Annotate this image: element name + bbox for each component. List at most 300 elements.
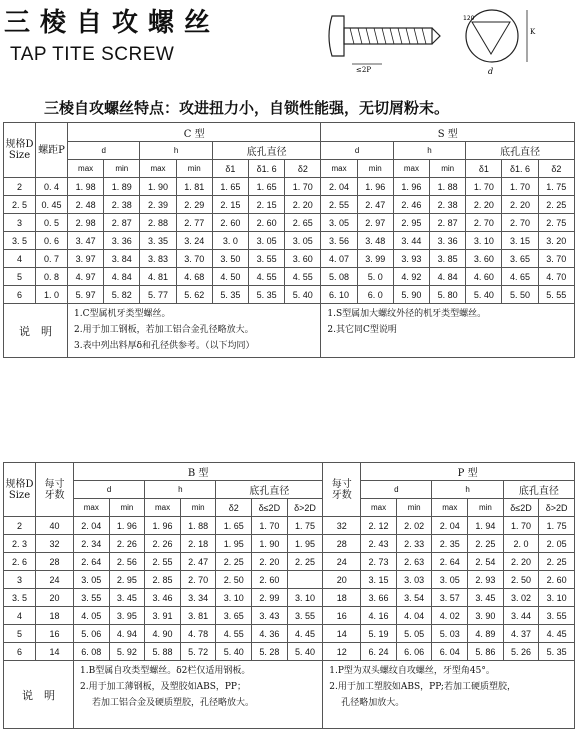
- max-header: max: [145, 499, 181, 517]
- table-cell: 2. 20: [503, 553, 539, 571]
- table-cell: 2. 12: [361, 517, 397, 535]
- notes-label: 说 明: [4, 304, 68, 358]
- table-cell: 2. 04: [321, 178, 357, 196]
- hole-header: 底孔直径: [503, 481, 574, 499]
- min-header: min: [357, 160, 393, 178]
- table-cell: 2. 38: [430, 196, 466, 214]
- tpi-header: 每寸牙数: [323, 463, 361, 517]
- table-cell: 5. 35: [212, 286, 248, 304]
- d-header: d: [68, 142, 140, 160]
- table-cell: 2. 29: [176, 196, 212, 214]
- table-cell: 3: [4, 571, 36, 589]
- table-cell: 3. 46: [145, 589, 181, 607]
- table-cell: 3. 55: [74, 589, 110, 607]
- table-cell: 2. 60: [252, 571, 288, 589]
- table-cell: 5: [4, 268, 36, 286]
- table-cell: 4. 84: [104, 268, 140, 286]
- table-cell: 3. 57: [432, 589, 468, 607]
- c-type-header: C 型: [68, 123, 321, 142]
- table-cell: 1. 95: [287, 535, 323, 553]
- table-cell: 2. 20: [466, 196, 502, 214]
- max-header: max: [140, 160, 176, 178]
- table-cell: 2. 04: [74, 517, 110, 535]
- table-row: [4, 196, 575, 214]
- table-cell: 5. 97: [68, 286, 104, 304]
- k-label: K: [530, 28, 536, 36]
- table-cell: 4. 68: [176, 268, 212, 286]
- delta2-header: δ2: [285, 160, 321, 178]
- delta1-header: δ1: [466, 160, 502, 178]
- table-cell: 2. 18: [180, 535, 216, 553]
- table-cell: 3. 36: [104, 232, 140, 250]
- table-cell: 5. 72: [180, 643, 216, 661]
- table-cell: 2. 20: [502, 196, 538, 214]
- table-cell: 1. 0: [36, 286, 68, 304]
- table-cell: 4. 45: [539, 625, 575, 643]
- table-row: [4, 214, 575, 232]
- max-header: max: [361, 499, 397, 517]
- table-cell: 5. 80: [430, 286, 466, 304]
- table-cell: 2. 73: [361, 553, 397, 571]
- table-cell: 3. 05: [432, 571, 468, 589]
- max-header: max: [68, 160, 104, 178]
- table-cell: 3. 50: [212, 250, 248, 268]
- table-cell: 4. 92: [393, 268, 429, 286]
- table-cell: 3. 36: [430, 232, 466, 250]
- max-header: max: [393, 160, 429, 178]
- table-cell: 2. 20: [252, 553, 288, 571]
- table-cell: 5. 92: [109, 643, 145, 661]
- table-cell: 3. 03: [396, 571, 432, 589]
- table-cell: 1. 75: [287, 517, 323, 535]
- table-cell: 3. 91: [145, 607, 181, 625]
- table-cell: 5. 90: [393, 286, 429, 304]
- table-cell: 2. 55: [321, 196, 357, 214]
- pitch-label: ≤2P: [356, 66, 372, 74]
- table-cell: 12: [323, 643, 361, 661]
- min-header: min: [109, 499, 145, 517]
- table-cell: 6: [4, 643, 36, 661]
- delta-le-2d-header: δ≤2D: [252, 499, 288, 517]
- table-cell: 2. 25: [468, 535, 504, 553]
- table-cell: 3. 10: [539, 589, 575, 607]
- table-cell: 2. 70: [466, 214, 502, 232]
- tpi-header: 每寸牙数: [36, 463, 74, 517]
- table-cell: 6. 0: [357, 286, 393, 304]
- table-cell: 2. 64: [432, 553, 468, 571]
- size-header: 规格D Size: [4, 463, 36, 517]
- table-row: [4, 535, 575, 553]
- table-cell: 2. 87: [430, 214, 466, 232]
- table-cell: 2. 3: [4, 535, 36, 553]
- notes-label: 说 明: [4, 661, 74, 729]
- table-cell: 2. 65: [285, 214, 321, 232]
- table-cell: 2. 50: [216, 571, 252, 589]
- table-cell: 3. 15: [502, 232, 538, 250]
- table-row: [4, 625, 575, 643]
- table-cell: 16: [323, 607, 361, 625]
- table-cell: 5. 05: [396, 625, 432, 643]
- h-header: h: [145, 481, 216, 499]
- p-type-header: P 型: [361, 463, 575, 481]
- table-cell: 3. 55: [249, 250, 285, 268]
- table-cell: 2. 60: [249, 214, 285, 232]
- table-cell: 2. 25: [538, 196, 574, 214]
- table-cell: 3. 56: [321, 232, 357, 250]
- table-cell: 2. 26: [109, 535, 145, 553]
- table-cell: 40: [36, 517, 74, 535]
- table-cell: 5. 26: [503, 643, 539, 661]
- table-cell: 4. 16: [361, 607, 397, 625]
- table-cell: 2. 85: [145, 571, 181, 589]
- table-cell: 3. 15: [361, 571, 397, 589]
- page-title-en: TAP TITE SCREW: [10, 44, 175, 65]
- table-cell: 2. 55: [145, 553, 181, 571]
- table-cell: 2. 56: [109, 553, 145, 571]
- b-type-notes: 1.B型属自攻类型螺丝。δ2栏仅适用钢板。 2.用于加工薄钢板，及塑胶如ABS，PP； 若加工铝合金及硬质塑胶，孔径略放大。: [74, 661, 323, 729]
- table-row: [4, 517, 575, 535]
- table-cell: 1. 88: [180, 517, 216, 535]
- table-cell: 3. 70: [538, 250, 574, 268]
- table-cell: 3. 47: [68, 232, 104, 250]
- min-header: min: [468, 499, 504, 517]
- table-cell: 2. 38: [104, 196, 140, 214]
- table-cell: 14: [36, 643, 74, 661]
- table-cell: 5. 55: [538, 286, 574, 304]
- table-cell: 2. 05: [539, 535, 575, 553]
- pitch-header: 螺距P: [36, 123, 68, 178]
- table-cell: 5. 35: [539, 643, 575, 661]
- table-cell: 3. 83: [140, 250, 176, 268]
- table-cell: 1. 90: [140, 178, 176, 196]
- table-cell: 4. 81: [140, 268, 176, 286]
- table-cell: 1. 75: [539, 517, 575, 535]
- table-cell: 5. 77: [140, 286, 176, 304]
- table-cell: 3. 35: [140, 232, 176, 250]
- table-cell: 4. 50: [212, 268, 248, 286]
- table-cell: 1. 94: [468, 517, 504, 535]
- table-cell: 4. 04: [396, 607, 432, 625]
- table-cell: 6. 08: [74, 643, 110, 661]
- table-cell: 2. 25: [287, 553, 323, 571]
- table-cell: 5. 62: [176, 286, 212, 304]
- table-cell: 4. 45: [287, 625, 323, 643]
- table-cell: 3. 48: [357, 232, 393, 250]
- table-cell: 3. 65: [502, 250, 538, 268]
- table-cell: 6. 10: [321, 286, 357, 304]
- table-cell: 24: [323, 553, 361, 571]
- table-cell: 3. 5: [4, 232, 36, 250]
- table-cell: 3. 99: [357, 250, 393, 268]
- table-cell: 2. 15: [212, 196, 248, 214]
- c-type-notes: 1.C型属机牙类型螺丝。 2.用于加工钢板，若加工铝合金孔径略放大。 3.表中列出料厚δ和孔径供参考。（以下均同）: [68, 304, 321, 358]
- b-p-type-table: [3, 462, 575, 729]
- table-row: [4, 643, 575, 661]
- table-cell: 2. 6: [4, 553, 36, 571]
- table-cell: 2. 25: [539, 553, 575, 571]
- table-cell: 1. 70: [285, 178, 321, 196]
- table-row: [4, 286, 575, 304]
- delta-gt-2d-header: δ>2D: [287, 499, 323, 517]
- table-cell: 3. 97: [68, 250, 104, 268]
- table-cell: 3. 45: [468, 589, 504, 607]
- table-cell: 32: [36, 535, 74, 553]
- table-cell: 5. 40: [216, 643, 252, 661]
- table-cell: 24: [36, 571, 74, 589]
- table-cell: 5. 40: [287, 643, 323, 661]
- table-row: [4, 268, 575, 286]
- table-cell: 2. 63: [396, 553, 432, 571]
- table-cell: 2. 47: [357, 196, 393, 214]
- table-cell: 3. 55: [287, 607, 323, 625]
- s-type-header: S 型: [321, 123, 575, 142]
- table-cell: 5. 82: [104, 286, 140, 304]
- table-cell: 3. 93: [393, 250, 429, 268]
- table-cell: 1. 65: [216, 517, 252, 535]
- table-cell: 1. 70: [252, 517, 288, 535]
- table-cell: 5. 08: [321, 268, 357, 286]
- table-cell: 2. 98: [68, 214, 104, 232]
- table-cell: 1. 70: [466, 178, 502, 196]
- table-cell: 2. 46: [393, 196, 429, 214]
- table-cell: 2. 39: [140, 196, 176, 214]
- table-cell: 5: [4, 625, 36, 643]
- table-cell: 2. 34: [74, 535, 110, 553]
- table-cell: 2. 33: [396, 535, 432, 553]
- table-cell: 2. 5: [4, 196, 36, 214]
- table-cell: 2. 15: [249, 196, 285, 214]
- table-cell: 4: [4, 250, 36, 268]
- hole-header: 底孔直径: [212, 142, 321, 160]
- table-cell: 3. 81: [180, 607, 216, 625]
- screw-drawing: [322, 0, 572, 80]
- table-cell: 4. 84: [430, 268, 466, 286]
- table-cell: 4. 02: [432, 607, 468, 625]
- d-header: d: [361, 481, 432, 499]
- table-cell: 2. 50: [503, 571, 539, 589]
- max-header: max: [432, 499, 468, 517]
- table-cell: 1. 96: [357, 178, 393, 196]
- table-cell: 2. 95: [109, 571, 145, 589]
- table-cell: 2. 87: [104, 214, 140, 232]
- table-cell: 2. 93: [468, 571, 504, 589]
- table-cell: 2. 70: [502, 214, 538, 232]
- table-cell: [287, 571, 323, 589]
- table-row: [4, 250, 575, 268]
- table-cell: 4. 55: [249, 268, 285, 286]
- d-header: d: [74, 481, 145, 499]
- table-cell: 1. 96: [109, 517, 145, 535]
- table-cell: 3. 34: [180, 589, 216, 607]
- table-cell: 3. 85: [430, 250, 466, 268]
- table-cell: 5. 40: [285, 286, 321, 304]
- delta-gt-2d-header: δ>2D: [539, 499, 575, 517]
- table-cell: 3. 05: [285, 232, 321, 250]
- table-cell: 4. 55: [285, 268, 321, 286]
- table-cell: 3. 05: [249, 232, 285, 250]
- table-cell: 0. 45: [36, 196, 68, 214]
- table-cell: 2. 0: [503, 535, 539, 553]
- table-cell: 0. 5: [36, 214, 68, 232]
- table-row: [4, 178, 575, 196]
- table-cell: 3. 05: [321, 214, 357, 232]
- table-cell: 2. 54: [468, 553, 504, 571]
- table-cell: 5. 86: [468, 643, 504, 661]
- table-cell: 3. 95: [109, 607, 145, 625]
- table-cell: 3. 10: [216, 589, 252, 607]
- table-cell: 3. 55: [539, 607, 575, 625]
- table-cell: 2. 43: [361, 535, 397, 553]
- delta16-header: δ1. 6: [249, 160, 285, 178]
- table-cell: 4. 70: [538, 268, 574, 286]
- table-cell: 1. 96: [145, 517, 181, 535]
- table-cell: 2. 04: [432, 517, 468, 535]
- table-cell: 4. 07: [321, 250, 357, 268]
- table-cell: 32: [323, 517, 361, 535]
- hole-header: 底孔直径: [216, 481, 323, 499]
- delta16-header: δ1. 6: [502, 160, 538, 178]
- table-cell: 3. 5: [4, 589, 36, 607]
- table-cell: 3. 0: [212, 232, 248, 250]
- min-header: min: [396, 499, 432, 517]
- table-cell: 2. 48: [68, 196, 104, 214]
- table-cell: 0. 6: [36, 232, 68, 250]
- table-cell: 4. 97: [68, 268, 104, 286]
- table-cell: 3: [4, 214, 36, 232]
- table-cell: 16: [36, 625, 74, 643]
- min-header: min: [176, 160, 212, 178]
- delta2-header: δ2: [216, 499, 252, 517]
- table-cell: 2. 25: [216, 553, 252, 571]
- table-cell: 5. 50: [502, 286, 538, 304]
- h-header: h: [432, 481, 503, 499]
- table-cell: 6: [4, 286, 36, 304]
- table-cell: 1. 65: [212, 178, 248, 196]
- table-cell: 3. 10: [287, 589, 323, 607]
- table-row: [4, 589, 575, 607]
- table-cell: 2. 99: [252, 589, 288, 607]
- p-type-notes: 1.P型为双头螺纹自攻螺丝，牙型角45°。 2.用于加工塑胶如ABS，PP;若加工硬质塑胶， 孔径略加放大。: [323, 661, 575, 729]
- table-cell: 4. 60: [466, 268, 502, 286]
- b-type-header: B 型: [74, 463, 323, 481]
- table-cell: 3. 54: [396, 589, 432, 607]
- table-cell: 2. 64: [74, 553, 110, 571]
- table-cell: 2. 02: [396, 517, 432, 535]
- table-cell: 1. 70: [502, 178, 538, 196]
- delta-le-2d-header: δ≤2D: [503, 499, 539, 517]
- table-cell: 18: [323, 589, 361, 607]
- table-cell: 4. 94: [109, 625, 145, 643]
- table-cell: 2. 20: [285, 196, 321, 214]
- table-cell: 1. 89: [104, 178, 140, 196]
- table-cell: 3. 45: [109, 589, 145, 607]
- table-cell: 3. 90: [468, 607, 504, 625]
- table-cell: 28: [36, 553, 74, 571]
- table-cell: 5. 40: [466, 286, 502, 304]
- table-cell: 2. 70: [180, 571, 216, 589]
- table-cell: 3. 44: [503, 607, 539, 625]
- table-cell: 2. 35: [432, 535, 468, 553]
- table-cell: 0. 7: [36, 250, 68, 268]
- table-cell: 1. 81: [176, 178, 212, 196]
- table-cell: 1. 96: [393, 178, 429, 196]
- table-cell: 3. 65: [216, 607, 252, 625]
- table-cell: 3. 60: [285, 250, 321, 268]
- table-cell: 4. 37: [503, 625, 539, 643]
- table-cell: 6. 04: [432, 643, 468, 661]
- table-cell: 2. 77: [176, 214, 212, 232]
- table-cell: 20: [323, 571, 361, 589]
- d-header: d: [321, 142, 393, 160]
- table-cell: 5. 19: [361, 625, 397, 643]
- table-cell: 2. 26: [145, 535, 181, 553]
- table-cell: 3. 44: [393, 232, 429, 250]
- table-cell: 6. 24: [361, 643, 397, 661]
- d-label: d: [488, 67, 494, 76]
- table-cell: 14: [323, 625, 361, 643]
- table-cell: 3. 24: [176, 232, 212, 250]
- table-cell: 3. 02: [503, 589, 539, 607]
- hole-header: 底孔直径: [466, 142, 575, 160]
- table-cell: 3. 10: [466, 232, 502, 250]
- max-header: max: [74, 499, 110, 517]
- table-cell: 2. 75: [538, 214, 574, 232]
- size-header: 规格D Size: [4, 123, 36, 178]
- table-cell: 2. 97: [357, 214, 393, 232]
- table-cell: 0. 4: [36, 178, 68, 196]
- max-header: max: [321, 160, 357, 178]
- table-cell: 3. 60: [466, 250, 502, 268]
- table-cell: 28: [323, 535, 361, 553]
- table-cell: 1. 65: [249, 178, 285, 196]
- table-cell: 1. 90: [252, 535, 288, 553]
- table-cell: 1. 75: [538, 178, 574, 196]
- table-cell: 2. 88: [140, 214, 176, 232]
- table-cell: 2. 95: [393, 214, 429, 232]
- table-cell: 5. 35: [249, 286, 285, 304]
- table-cell: 4. 36: [252, 625, 288, 643]
- table-cell: 2. 60: [212, 214, 248, 232]
- table-row: [4, 571, 575, 589]
- table-cell: 3. 20: [538, 232, 574, 250]
- table-cell: 4. 05: [74, 607, 110, 625]
- table-cell: 20: [36, 589, 74, 607]
- table-row: [4, 553, 575, 571]
- table-cell: 2. 47: [180, 553, 216, 571]
- table-cell: 1. 98: [68, 178, 104, 196]
- table-cell: 4. 55: [216, 625, 252, 643]
- table-cell: 2: [4, 517, 36, 535]
- table-cell: 3. 70: [176, 250, 212, 268]
- table-cell: 1. 95: [216, 535, 252, 553]
- delta2-header: δ2: [538, 160, 574, 178]
- table-cell: 2: [4, 178, 36, 196]
- table-cell: 6. 06: [396, 643, 432, 661]
- table-cell: 3. 05: [74, 571, 110, 589]
- table-cell: 3. 66: [361, 589, 397, 607]
- min-header: min: [180, 499, 216, 517]
- c-s-type-table: [3, 122, 575, 358]
- table-cell: 5. 03: [432, 625, 468, 643]
- table-cell: 5. 06: [74, 625, 110, 643]
- table-cell: 4. 65: [502, 268, 538, 286]
- h-header: h: [393, 142, 465, 160]
- table-cell: 3. 43: [252, 607, 288, 625]
- h-header: h: [140, 142, 212, 160]
- table-cell: 4. 90: [145, 625, 181, 643]
- table-cell: 4. 89: [468, 625, 504, 643]
- table-row: [4, 232, 575, 250]
